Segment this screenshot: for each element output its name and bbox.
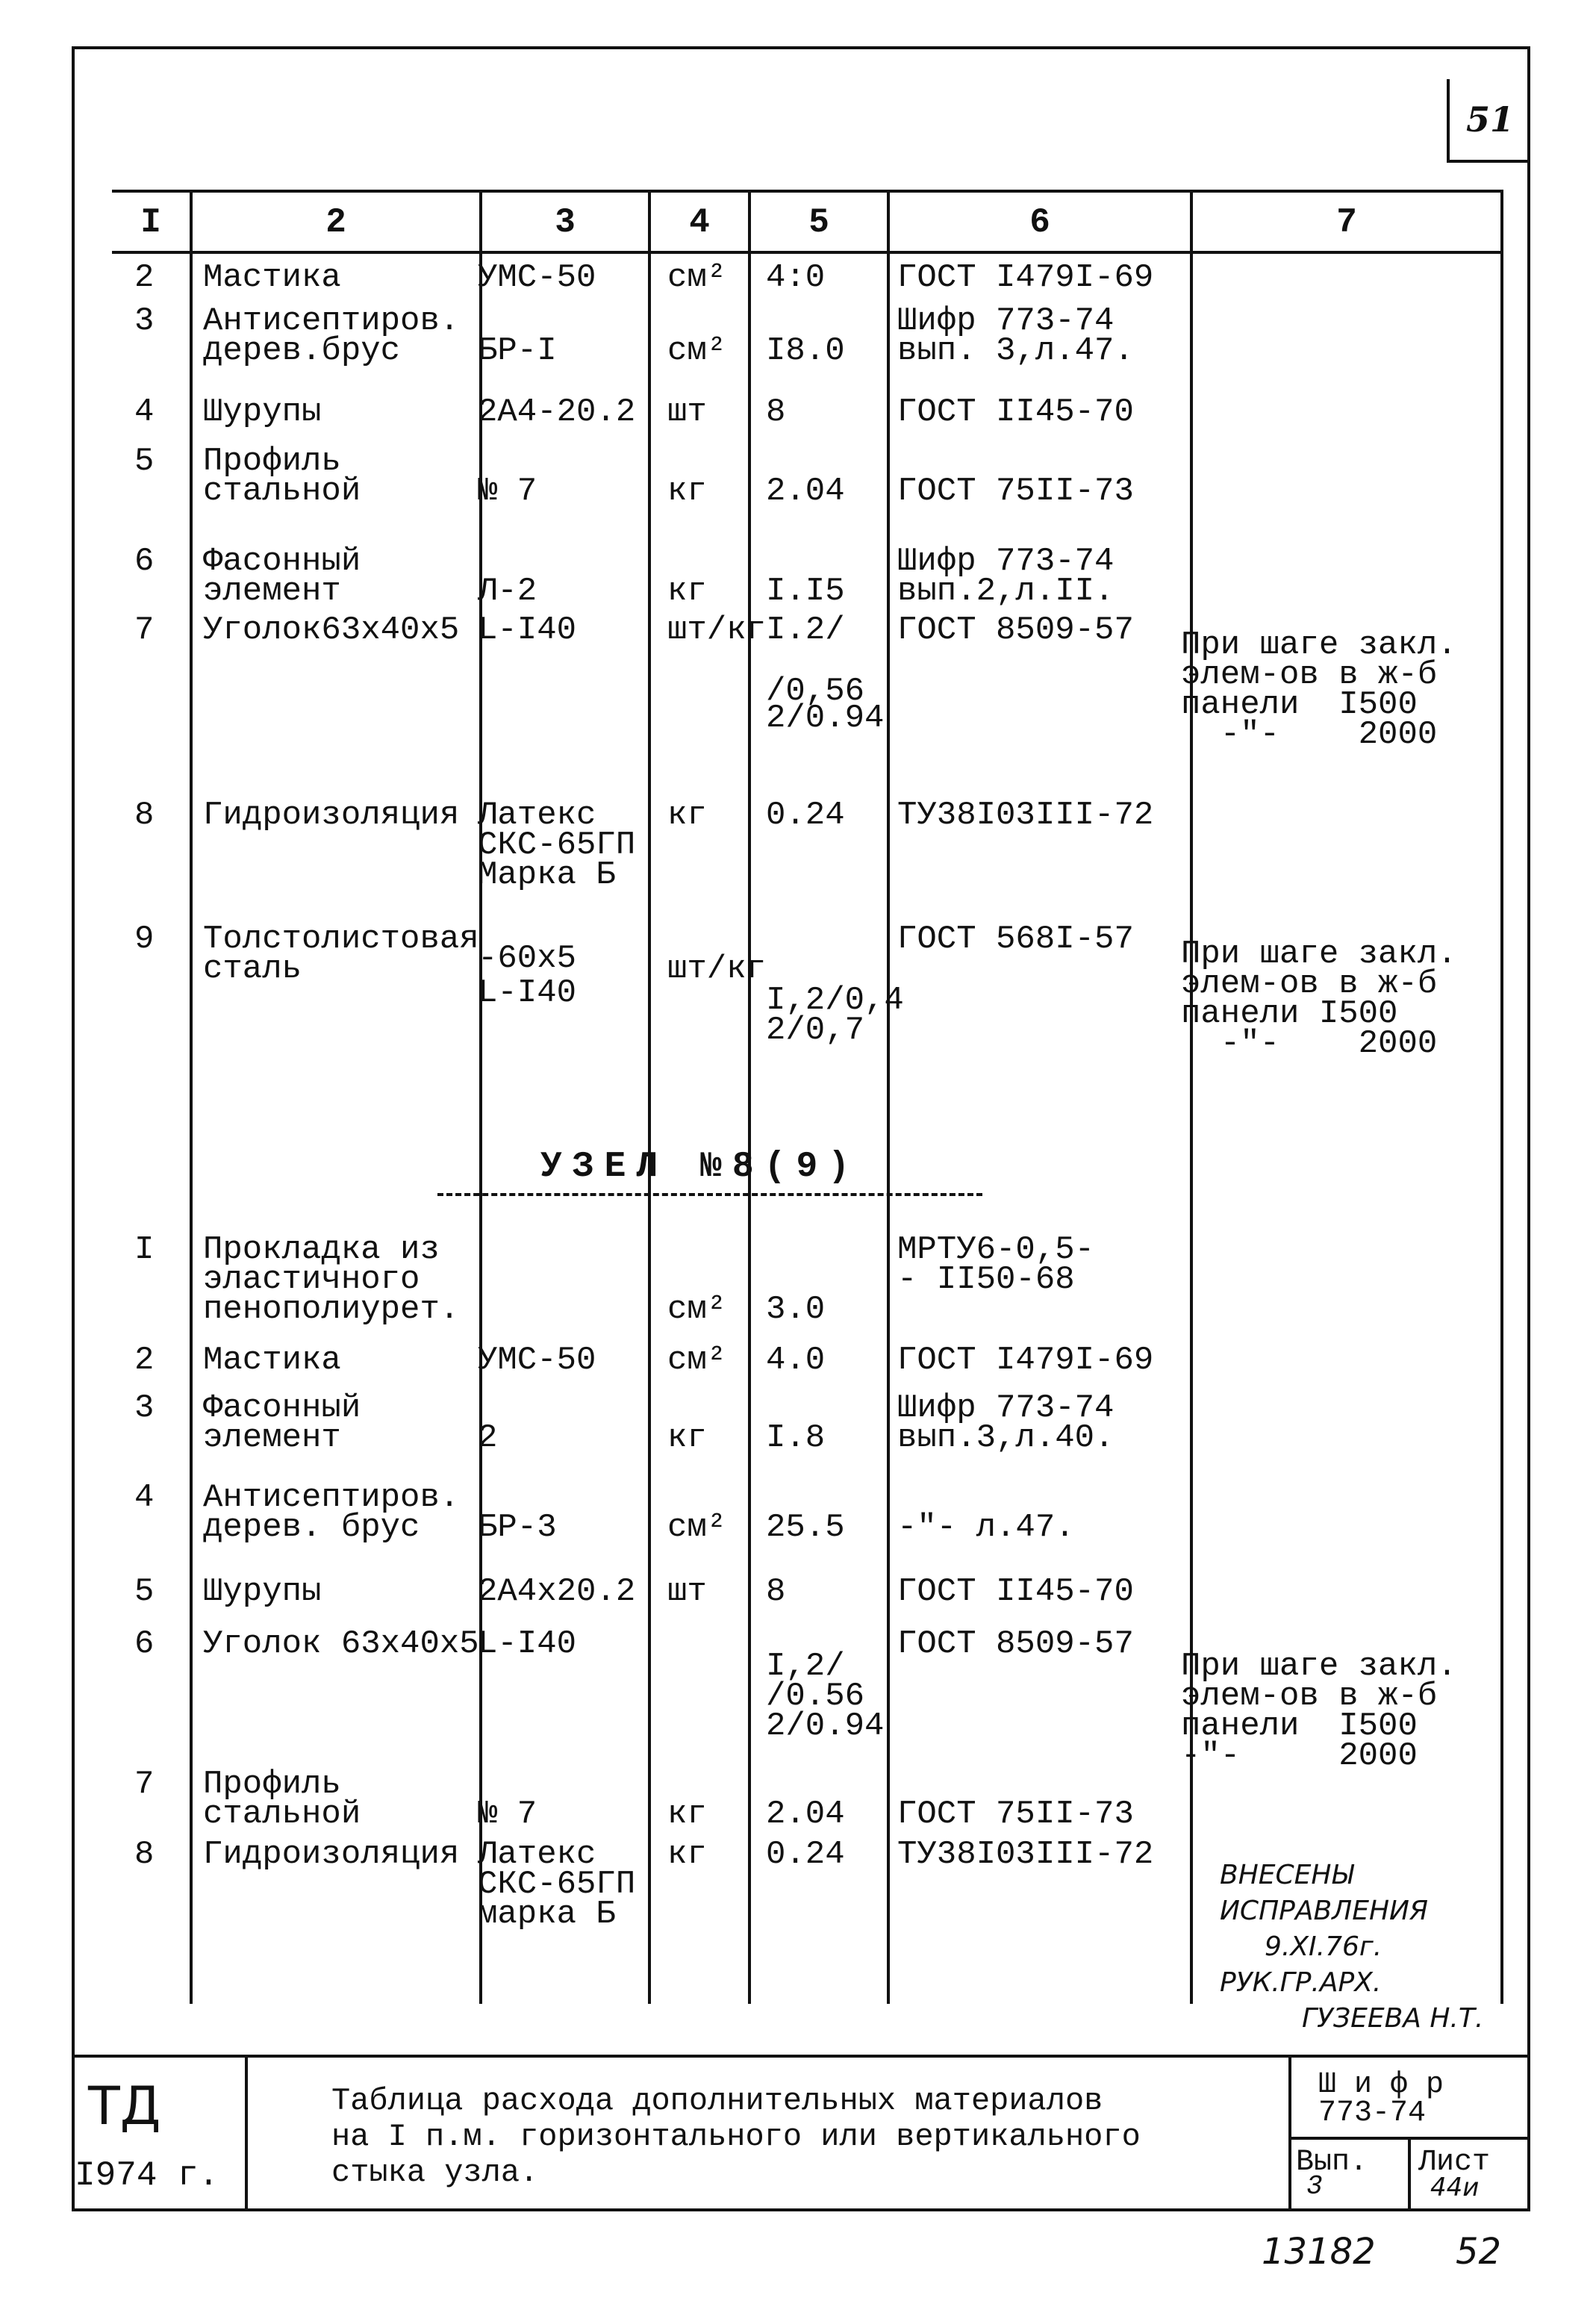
- col-divider-4: [748, 190, 751, 2004]
- note-text: элем-ов в ж-б: [1181, 656, 1438, 694]
- note-text: При шаге закл.: [1181, 935, 1457, 973]
- section-underline: [437, 1193, 982, 1196]
- unit: шт/кг: [667, 950, 767, 988]
- material-name: Антисептиров.: [203, 302, 460, 340]
- standard-reference: Шифр 773-74: [897, 543, 1115, 580]
- title-block-divider-right: [1288, 2055, 1291, 2211]
- standard-reference: ГОСТ 75II-73: [897, 473, 1134, 510]
- title-line: Таблица расхода дополнительных материалов: [331, 2083, 1103, 2119]
- standard-reference: ГОСТ 568I-57: [897, 921, 1134, 958]
- page-number: 51: [1447, 79, 1530, 163]
- material-name: дерев.брус: [203, 332, 401, 370]
- unit: кг: [667, 573, 707, 610]
- material-mark: БР-I: [478, 332, 557, 370]
- quantity: I.2/: [766, 611, 845, 649]
- standard-reference: - II50-68: [897, 1261, 1075, 1298]
- standard-reference: Шифр 773-74: [897, 1389, 1115, 1427]
- note-text: -"- 2000: [1181, 1025, 1438, 1062]
- quantity: /0,56: [766, 673, 865, 710]
- material-name: Уголок 63х40х5: [203, 1625, 479, 1663]
- sheet-value: 44и: [1430, 2173, 1480, 2202]
- quantity: I.I5: [766, 573, 845, 610]
- standard-reference: ТУ38I03III-72: [897, 1836, 1154, 1873]
- handwritten-line: РУК.ГР.АРХ.: [1220, 1967, 1382, 1998]
- unit: кг: [667, 1836, 707, 1873]
- quantity: 2/0,7: [766, 1012, 865, 1049]
- material-name: Мастика: [203, 1342, 341, 1379]
- standard-reference: -"- л.47.: [897, 1509, 1075, 1546]
- material-mark: L-I40: [478, 1625, 577, 1663]
- quantity: I,2/: [766, 1648, 845, 1685]
- material-name: пенополиурет.: [203, 1291, 460, 1328]
- header-col-4: 4: [689, 203, 710, 242]
- material-name: Фасонный: [203, 543, 361, 580]
- row-number: 7: [134, 611, 155, 649]
- organization-mark: ТД: [88, 2076, 161, 2137]
- standard-reference: ГОСТ II45-70: [897, 1573, 1134, 1610]
- material-mark: УМС-50: [478, 259, 596, 296]
- standard-reference: ГОСТ 75II-73: [897, 1796, 1134, 1833]
- standard-reference: ГОСТ I479I-69: [897, 259, 1154, 296]
- cipher-value: 773-74: [1318, 2096, 1427, 2130]
- inventory-number: 13182: [1262, 2231, 1376, 2273]
- row-number: 8: [134, 1836, 155, 1873]
- material-mark: Латекс: [478, 797, 596, 834]
- material-name: Шурупы: [203, 1573, 322, 1610]
- standard-reference: вып.3,л.40.: [897, 1419, 1115, 1457]
- quantity: 2.04: [766, 1796, 845, 1833]
- col-divider-3: [648, 190, 651, 2004]
- material-name: эластичного: [203, 1261, 420, 1298]
- unit: см²: [667, 1291, 727, 1328]
- header-col-5: 5: [808, 203, 829, 242]
- material-mark: L-I40: [478, 974, 577, 1012]
- material-mark: СКС-65ГП: [478, 1866, 636, 1903]
- note-text: При шаге закл.: [1181, 626, 1457, 664]
- unit: шт: [667, 393, 707, 431]
- material-name: Гидроизоляция: [203, 797, 460, 834]
- quantity: I,2/0,4: [766, 982, 904, 1019]
- material-name: элемент: [203, 1419, 341, 1457]
- material-name: Прокладка из: [203, 1231, 440, 1268]
- unit: кг: [667, 473, 707, 510]
- material-name: Фасонный: [203, 1389, 361, 1427]
- material-mark: 2А4х20.2: [478, 1573, 636, 1610]
- handwritten-line: ИСПРАВЛЕНИЯ: [1220, 1896, 1428, 1926]
- unit: см²: [667, 332, 727, 370]
- standard-reference: ГОСТ I479I-69: [897, 1342, 1154, 1379]
- material-name: Мастика: [203, 259, 341, 296]
- header-col-2: 2: [325, 203, 346, 242]
- material-mark: Латекс: [478, 1836, 596, 1873]
- issue-value: 3: [1306, 2171, 1323, 2202]
- material-name: Гидроизоляция: [203, 1836, 460, 1873]
- title-line: на I п.м. горизонтального или вертикального: [331, 2119, 1141, 2155]
- handwritten-line: ВНЕСЕНЫ: [1220, 1860, 1353, 1890]
- standard-reference: ГОСТ 8509-57: [897, 611, 1134, 649]
- quantity: 3.0: [766, 1291, 826, 1328]
- material-mark: -60х5: [478, 940, 577, 977]
- material-mark: Л-2: [478, 573, 537, 610]
- col-divider-1: [190, 190, 193, 2004]
- year-label: I974 г.: [75, 2156, 219, 2195]
- row-number: I: [134, 1231, 155, 1268]
- row-number: 7: [134, 1766, 155, 1803]
- unit: шт/кг: [667, 611, 767, 649]
- title-block-top-line: [72, 2055, 1530, 2058]
- quantity: 2/0.94: [766, 1707, 885, 1745]
- standard-reference: Шифр 773-74: [897, 302, 1115, 340]
- row-number: 3: [134, 302, 155, 340]
- material-mark: 2: [478, 1419, 498, 1457]
- unit: см²: [667, 1509, 727, 1546]
- material-name: Толстолистовая: [203, 921, 479, 958]
- issue-label: Вып.: [1296, 2146, 1368, 2179]
- standard-reference: ТУ38I03III-72: [897, 797, 1154, 834]
- standard-reference: ГОСТ 8509-57: [897, 1625, 1134, 1663]
- material-mark: марка Б: [478, 1896, 616, 1933]
- note-text: -"- 2000: [1181, 716, 1438, 753]
- col-divider-7: [1500, 190, 1503, 2004]
- standard-reference: вып. 3,л.47.: [897, 332, 1134, 370]
- material-name: Антисептиров.: [203, 1479, 460, 1516]
- quantity: 8: [766, 393, 786, 431]
- material-mark: БР-3: [478, 1509, 557, 1546]
- handwritten-line: 9.XI.76г.: [1265, 1931, 1383, 1962]
- material-name: сталь: [203, 950, 302, 988]
- row-number: 9: [134, 921, 155, 958]
- material-name: стальной: [203, 1796, 361, 1833]
- row-number: 3: [134, 1389, 155, 1427]
- material-name: элемент: [203, 573, 341, 610]
- material-mark: УМС-50: [478, 1342, 596, 1379]
- quantity: 25.5: [766, 1509, 845, 1546]
- material-name: стальной: [203, 473, 361, 510]
- material-name: Шурупы: [203, 393, 322, 431]
- row-number: 6: [134, 543, 155, 580]
- row-number: 6: [134, 1625, 155, 1663]
- quantity: 2.04: [766, 473, 845, 510]
- header-col-1: I: [140, 203, 161, 242]
- quantity: I.8: [766, 1419, 826, 1457]
- note-text: -"- 2000: [1181, 1737, 1418, 1775]
- material-mark: СКС-65ГП: [478, 826, 636, 864]
- material-mark: L-I40: [478, 611, 577, 649]
- unit: кг: [667, 797, 707, 834]
- unit: кг: [667, 1796, 707, 1833]
- row-number: 2: [134, 259, 155, 296]
- row-number: 4: [134, 1479, 155, 1516]
- handwritten-line: ГУЗЕЕВА Н.Т.: [1302, 2003, 1484, 2034]
- quantity: 4:0: [766, 259, 826, 296]
- header-col-3: 3: [555, 203, 576, 242]
- material-name: Профиль: [203, 1766, 341, 1803]
- material-name: Профиль: [203, 443, 341, 480]
- note-text: элем-ов в ж-б: [1181, 965, 1438, 1003]
- row-number: 5: [134, 443, 155, 480]
- unit: см²: [667, 259, 727, 296]
- col-divider-5: [887, 190, 890, 2004]
- standard-reference: ГОСТ II45-70: [897, 393, 1134, 431]
- title-block-inner-divider: [1408, 2137, 1411, 2211]
- note-text: панели I500: [1181, 1707, 1418, 1745]
- quantity: 0.24: [766, 1836, 845, 1873]
- section-title: УЗЕЛ №8(9): [540, 1147, 861, 1187]
- quantity: 4.0: [766, 1342, 826, 1379]
- standard-reference: МРТУ6-0,5-: [897, 1231, 1095, 1268]
- bottom-page-number: 52: [1456, 2231, 1502, 2273]
- row-number: 4: [134, 393, 155, 431]
- row-number: 2: [134, 1342, 155, 1379]
- sheet-label: Лист: [1418, 2146, 1491, 2179]
- quantity: /0.56: [766, 1678, 865, 1715]
- material-mark: № 7: [478, 473, 537, 510]
- handwritten-correction-note: [1220, 1858, 1483, 2037]
- note-text: панели I500: [1181, 995, 1398, 1033]
- unit: кг: [667, 1419, 707, 1457]
- row-number: 5: [134, 1573, 155, 1610]
- note-text: элем-ов в ж-б: [1181, 1678, 1438, 1715]
- material-mark: 2А4-20.2: [478, 393, 636, 431]
- title-line: стыка узла.: [331, 2155, 539, 2191]
- row-number: 8: [134, 797, 155, 834]
- material-mark: № 7: [478, 1796, 537, 1833]
- note-text: При шаге закл.: [1181, 1648, 1457, 1685]
- standard-reference: вып.2,л.II.: [897, 573, 1115, 610]
- quantity: I8.0: [766, 332, 845, 370]
- document-title: [331, 2083, 1141, 2191]
- quantity: 2/0.94: [766, 700, 885, 737]
- material-name: дерев. брус: [203, 1509, 420, 1546]
- col-divider-2: [479, 190, 482, 2004]
- quantity: 8: [766, 1573, 786, 1610]
- quantity: 0.24: [766, 797, 845, 834]
- cipher-label: Ш и ф р: [1318, 2068, 1444, 2102]
- title-block-divider-left: [245, 2055, 248, 2211]
- material-name: Уголок63х40х5: [203, 611, 460, 649]
- note-text: панели I500: [1181, 686, 1418, 723]
- unit: см²: [667, 1342, 727, 1379]
- header-col-6: 6: [1029, 203, 1050, 242]
- material-mark: Марка Б: [478, 856, 616, 894]
- header-col-7: 7: [1336, 203, 1357, 242]
- unit: шт: [667, 1573, 707, 1610]
